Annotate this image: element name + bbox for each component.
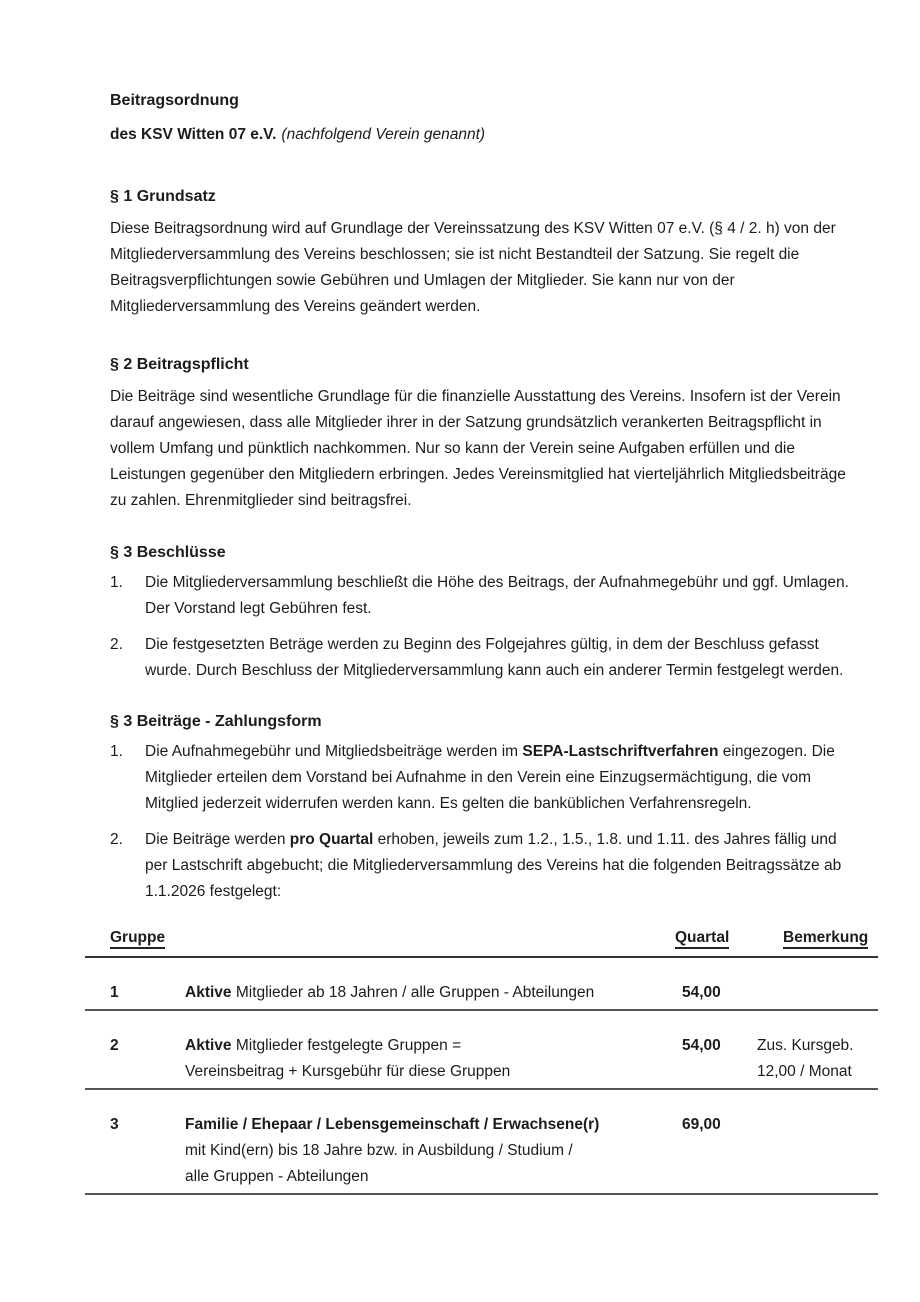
section-zahlungsform	[110, 709, 862, 905]
list-item-text: Die Mitgliederversammlung beschließt die Höhe des Beitrags, der Aufnahmegebühr und ggf. Umlagen. Der Vorstand legt Gebühren fest.	[145, 574, 849, 617]
list-item	[110, 632, 862, 684]
list-item-text	[145, 827, 860, 905]
section-heading-beschluesse: § 3 Beschlüsse	[110, 544, 226, 561]
list-item-number: 2.	[110, 636, 123, 653]
row-description	[185, 1011, 675, 1088]
list-item-text-bold: SEPA-Lastschriftverfahren	[522, 743, 719, 760]
document-title: Beitragsordnung	[110, 92, 239, 109]
list-item	[110, 739, 862, 817]
row-description-bold: Familie / Ehepaar / Lebensgemeinschaft / Erwachsene(r)	[185, 1116, 600, 1133]
header-cell-bemerkung	[757, 925, 878, 956]
row-description-line: alle Gruppen - Abteilungen	[185, 1168, 369, 1185]
row-description-line: Vereinsbeitrag + Kursgebühr für diese Gruppen	[185, 1063, 511, 1080]
list-item	[110, 570, 862, 622]
row-remark	[757, 1090, 878, 1193]
paragraph-grundsatz: Diese Beitragsordnung wird auf Grundlage der Vereinssatzung des KSV Witten 07 e.V. (§ 4 / 2. h) von der Mitgliederversammlung des Vereins beschlossen; sie ist nicht Bestandteil der Satzung. Sie regelt die Beitragsverpflichtungen sowie Gebühren und Umlagen der Mitglieder. Sie kann nur von der Mitgliederversammlung des Vereins geändert werden.	[110, 220, 836, 315]
list-item-text-bold: pro Quartal	[289, 831, 374, 848]
zahlungsform-list	[110, 739, 862, 905]
list-item-text-pre: Die Aufnahmegebühr und Mitgliedsbeiträge werden im	[145, 743, 523, 760]
beschluesse-list	[110, 570, 862, 684]
row-number: 3	[110, 1116, 119, 1133]
list-item-text-post: erhoben, jeweils zum 1.2., 1.5., 1.8. und 1.11. des Jahres fällig und per Lastschrift abgebucht; die Mitgliederversammlung des Vereins hat die folgenden Beitragssätze ab 1.1.2026 festgelegt:	[145, 831, 842, 900]
row-description-bold: Aktive	[185, 984, 232, 1001]
row-quartal-value: 54,00	[682, 984, 721, 1001]
list-item-text	[145, 739, 860, 817]
list-item-text: Die festgesetzten Beträge werden zu Beginn des Folgejahres gültig, in dem der Beschluss gefasst wurde. Durch Beschluss der Mitgliederversammlung kann auch ein anderer Termin festgelegt werden.	[145, 636, 844, 679]
header-label-bemerkung: Bemerkung	[783, 929, 868, 949]
header-cell-gruppe	[85, 925, 185, 956]
section-grundsatz	[110, 184, 862, 320]
list-item-number: 1.	[110, 743, 123, 760]
list-item	[110, 827, 862, 905]
row-quartal-value: 69,00	[682, 1116, 721, 1133]
table-row	[85, 958, 878, 1011]
section-heading-zahlungsform: § 3 Beiträge - Zahlungsform	[110, 713, 322, 730]
row-description-rest: Mitglieder festgelegte Gruppen =	[231, 1037, 462, 1054]
subtitle-note: (nachfolgend Verein genannt)	[281, 126, 486, 143]
row-number: 2	[110, 1037, 119, 1054]
row-description	[185, 1090, 675, 1193]
row-description-line: mit Kind(ern) bis 18 Jahre bzw. in Ausbildung / Studium /	[185, 1142, 573, 1159]
header-label-gruppe: Gruppe	[110, 929, 165, 949]
subtitle-organization: des KSV Witten 07 e.V.	[110, 126, 277, 143]
paragraph-beitragspflicht: Die Beiträge sind wesentliche Grundlage für die finanzielle Ausstattung des Vereins. Insofern ist der Verein darauf angewiesen, dass alle Mitglieder ihrer in der Satzung grundsätzlich verankerten Beitragspflicht in vollem Umfang und pünktlich nachkommen. Nur so kann der Verein seine Aufgaben erfüllen und die Leistungen gegenüber den Mitgliedern erbringen. Jedes Vereinsmitglied hat vierteljährlich Mitgliedsbeiträge zu zahlen. Ehrenmitglieder sind beitragsfrei.	[110, 388, 846, 509]
fee-table	[85, 925, 878, 1195]
section-heading-beitragspflicht: § 2 Beitragspflicht	[110, 356, 249, 373]
section-beitragspflicht	[110, 352, 862, 514]
row-number: 1	[110, 984, 119, 1001]
fee-table-header-row	[85, 925, 878, 958]
header-cell-quartal	[675, 925, 757, 956]
table-row	[85, 1090, 878, 1195]
row-quartal-value: 54,00	[682, 1037, 721, 1054]
row-description-rest: Mitglieder ab 18 Jahren / alle Gruppen - Abteilungen	[231, 984, 595, 1001]
row-description-bold: Aktive	[185, 1037, 232, 1054]
row-description-line	[185, 1033, 675, 1059]
list-item-number: 1.	[110, 574, 123, 591]
row-description	[185, 958, 675, 1009]
table-row	[85, 1011, 878, 1090]
section-beschluesse	[110, 540, 862, 684]
list-item-number: 2.	[110, 831, 123, 848]
row-remark	[757, 1011, 878, 1088]
row-remark-line: Zus. Kursgeb.	[757, 1037, 854, 1054]
list-item-text-post: eingezogen. Die Mitglieder erteilen dem Vorstand bei Aufnahme in den Verein eine Einzugsermächtigung, die vom Mitglied jederzeit widerrufen werden kann. Es gelten die banküblichen Verfahrensregeln.	[145, 743, 835, 812]
document-subtitle	[110, 122, 862, 148]
row-remark	[757, 958, 878, 1009]
header-label-quartal: Quartal	[675, 929, 729, 949]
header-cell-spacer	[185, 925, 675, 956]
section-heading-grundsatz: § 1 Grundsatz	[110, 188, 216, 205]
row-remark-line: 12,00 / Monat	[757, 1063, 852, 1080]
list-item-text-pre: Die Beiträge werden	[145, 831, 290, 848]
